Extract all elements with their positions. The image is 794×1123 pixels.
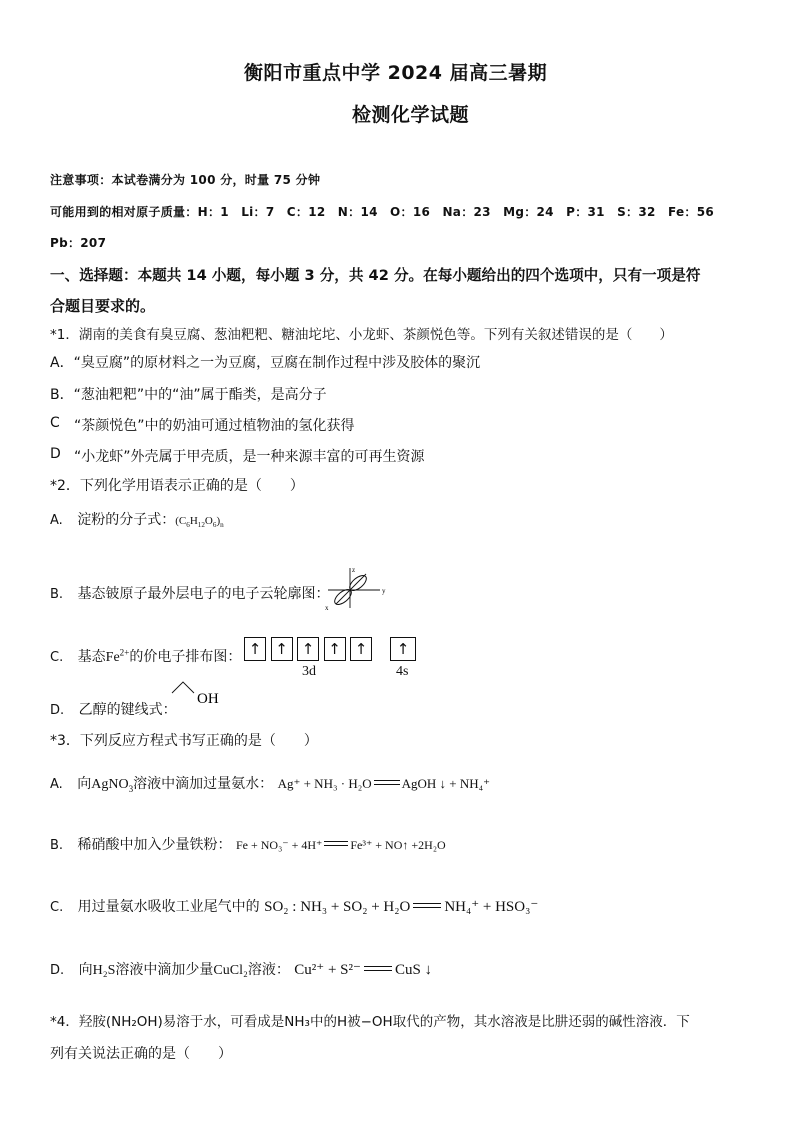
q2-c-letter: C. xyxy=(50,650,64,665)
orbital-box: ↑ xyxy=(271,637,293,661)
q2-c-text-post: 的价电子排布图： xyxy=(129,649,242,665)
q3-a-eq-lhs: Ag⁺ + NH₃ · H₂O xyxy=(277,776,372,791)
z-axis-label: z xyxy=(352,566,356,574)
q3-c-eq-rhs: NH₄⁺ + HSO₃⁻ xyxy=(444,899,539,915)
ethanol-skeletal-formula xyxy=(168,676,228,706)
agno3-formula: AgNO$_3$ xyxy=(91,777,134,794)
q1-stem: *1．湖南的美食有臭豆腐、葱油粑粑、糖油坨坨、小龙虾、茶颜悦色等。下列有关叙述错误的是（ ） xyxy=(50,327,673,343)
q2-b-letter: B. xyxy=(50,587,64,602)
q3-d-text-pre: 向 xyxy=(78,962,93,978)
q2-option-b xyxy=(50,583,330,603)
orbital-box: ↑ xyxy=(350,637,372,661)
q3-c-letter: C. xyxy=(50,900,64,915)
orbital-box: ↑ xyxy=(390,637,416,661)
q2-stem: *2．下列化学用语表示正确的是（ ） xyxy=(50,478,304,494)
notes-line-3: Pb：207 xyxy=(50,236,107,250)
q1-option-a: A．“臭豆腐”的原材料之一为豆腐，豆腐在制作过程中涉及胶体的聚沉 xyxy=(50,355,481,371)
oh-label: OH xyxy=(197,691,219,706)
notes-line-1: 注意事项：本试卷满分为 100 分，时量 75 分钟 xyxy=(50,173,321,187)
q2-c-text-pre: 基态 xyxy=(77,649,106,665)
cucl2-formula: CuCl₂ xyxy=(213,963,248,978)
notes-line-2: 可能用到的相对原子质量：H：1 Li：7 C：12 N：14 O：16 Na：23 Mg：24 P：31 S：32 Fe：56 xyxy=(50,205,715,219)
title-line-1: 衡阳市重点中学 2024 届高三暑期 xyxy=(244,62,548,84)
q2-option-c xyxy=(50,646,241,666)
q3-a-text-post: 溶液中滴加过量氨水： xyxy=(133,776,274,792)
orbital-box: ↑ xyxy=(324,637,346,661)
equals-sign xyxy=(324,841,348,846)
q1-option-b: B．“葱油粑粑”中的“油”属于酯类，是高分子 xyxy=(50,387,327,403)
q3-stem: *3．下列反应方程式书写正确的是（ ） xyxy=(50,733,318,749)
q4-stem-line-2: 列有关说法正确的是（ ） xyxy=(50,1046,232,1062)
equals-sign xyxy=(413,903,441,908)
q3-a-eq-rhs: AgOH ↓ + NH₄⁺ xyxy=(401,776,491,791)
q3-d-text-post: 溶液： xyxy=(247,962,290,978)
q2-a-text: 淀粉的分子式： xyxy=(77,512,176,528)
p-orbital-diagram xyxy=(322,564,390,612)
q3-d-eq-lhs: Cu²⁺ + S²⁻ xyxy=(294,962,361,978)
q3-b-eq-rhs: Fe³⁺ + NO↑ +2H₂O xyxy=(350,838,446,852)
q3-option-b xyxy=(50,834,446,854)
label-4s: 4s xyxy=(396,664,409,679)
orbital-box: ↑ xyxy=(244,637,266,661)
q3-option-d xyxy=(50,959,432,979)
q3-d-letter: D. xyxy=(50,963,65,978)
q1-option-d-letter: D xyxy=(50,446,61,462)
q3-option-c xyxy=(50,896,538,916)
equals-sign xyxy=(374,780,400,785)
q2-d-letter: D. xyxy=(50,703,65,718)
q2-option-d xyxy=(50,699,177,719)
q3-d-text-mid: 溶液中滴加少量 xyxy=(115,962,214,978)
q3-b-letter: B. xyxy=(50,838,64,853)
orbital-4s-box xyxy=(390,637,416,661)
q1-option-c-letter: C xyxy=(50,415,60,431)
x-axis-label: x xyxy=(325,604,329,612)
q3-a-text-pre: 向 xyxy=(77,776,92,792)
q4-stem-line-1: *4．羟胺(NH₂OH)易溶于水，可看成是NH₃中的H被−OH取代的产物，其水溶液是比肼还弱的碱性溶液．下 xyxy=(50,1014,690,1030)
orbital-3d-boxes xyxy=(244,637,378,661)
q3-a-letter: A. xyxy=(50,777,63,792)
q2-a-letter: A. xyxy=(50,513,63,528)
label-3d: 3d xyxy=(302,664,316,679)
fe-ion: $Fe^{2+}$ xyxy=(105,647,130,665)
q1-option-d: “小龙虾”外壳属于甲壳质，是一种来源丰富的可再生资源 xyxy=(74,449,425,465)
q3-option-a xyxy=(50,773,490,794)
section-heading-line-1: 一、选择题：本题共 14 小题，每小题 3 分，共 42 分。在每小题给出的四个选项中，只有一项是符 xyxy=(50,267,701,284)
q2-option-a xyxy=(50,509,224,529)
q3-b-eq-lhs: Fe + NO₃⁻ + 4H⁺ xyxy=(235,838,323,852)
q3-c-text: 用过量氨水吸收工业尾气中的 xyxy=(77,899,260,915)
h2s-formula: H₂S xyxy=(92,963,116,978)
q3-b-text: 稀硝酸中加入少量铁粉： xyxy=(77,837,232,853)
q2-b-text: 基态铍原子最外层电子的电子云轮廓图： xyxy=(77,586,330,602)
equals-sign xyxy=(364,966,392,971)
q3-c-eq-lhs: SO₂ : NH₃ + SO₂ + H₂O xyxy=(264,899,411,915)
q1-option-c: “茶颜悦色”中的奶油可通过植物油的氢化获得 xyxy=(74,418,355,434)
title-line-2: 检测化学试题 xyxy=(352,104,470,126)
q2-d-text: 乙醇的键线式： xyxy=(78,702,177,718)
y-axis-label: y xyxy=(382,587,386,595)
orbital-box: ↑ xyxy=(297,637,319,661)
section-heading-line-2: 合题目要求的。 xyxy=(50,297,156,315)
starch-formula: $(C_6H_{12}O_6)_n$ xyxy=(175,515,224,530)
q3-d-eq-rhs: CuS ↓ xyxy=(394,962,433,978)
